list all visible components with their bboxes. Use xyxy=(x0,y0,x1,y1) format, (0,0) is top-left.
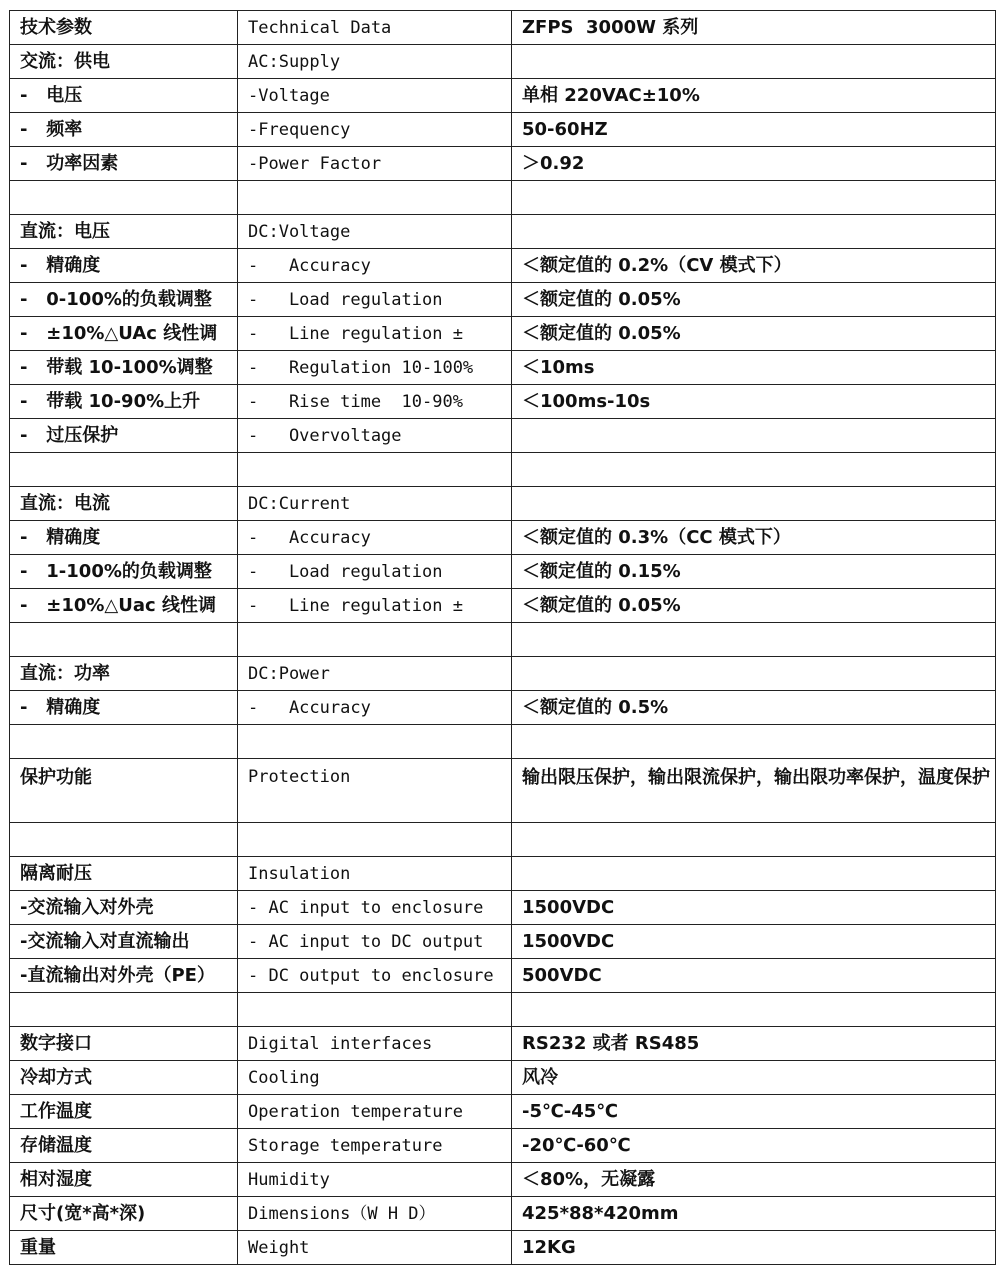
table-row xyxy=(10,1061,996,1095)
technical-data-cell: -Frequency xyxy=(238,113,512,147)
parameter-cell: - 1-100%的负载调整 xyxy=(10,555,238,589)
value-cell: ＜额定值的 0.15% xyxy=(512,555,996,589)
technical-data-cell: -Voltage xyxy=(238,79,512,113)
parameter-cell: -直流输出对外壳（PE） xyxy=(10,959,238,993)
table-row xyxy=(10,1231,996,1265)
table-row xyxy=(10,419,996,453)
technical-data-cell: - Load regulation xyxy=(238,283,512,317)
value-cell: ＜额定值的 0.3%（CC 模式下） xyxy=(512,521,996,555)
table-row xyxy=(10,113,996,147)
parameter-cell: 冷却方式 xyxy=(10,1061,238,1095)
parameter-cell: - ±10%△UAc 线性调 xyxy=(10,317,238,351)
technical-data-cell xyxy=(238,725,512,759)
parameter-cell: 数字接口 xyxy=(10,1027,238,1061)
value-cell: ＜额定值的 0.5% xyxy=(512,691,996,725)
technical-data-cell: DC:Voltage xyxy=(238,215,512,249)
table-row xyxy=(10,959,996,993)
parameter-cell: - 0-100%的负载调整 xyxy=(10,283,238,317)
technical-data-cell: - Line regulation ± xyxy=(238,589,512,623)
technical-data-cell: - AC input to enclosure xyxy=(238,891,512,925)
value-cell: -5℃-45℃ xyxy=(512,1095,996,1129)
parameter-cell: - 精确度 xyxy=(10,691,238,725)
parameter-cell: -交流输入对直流输出 xyxy=(10,925,238,959)
technical-data-cell: - AC input to DC output xyxy=(238,925,512,959)
technical-data-cell xyxy=(238,623,512,657)
value-cell xyxy=(512,453,996,487)
parameter-cell: 尺寸(宽*高*深) xyxy=(10,1197,238,1231)
value-cell: -20℃-60℃ xyxy=(512,1129,996,1163)
value-cell: ＜额定值的 0.05% xyxy=(512,589,996,623)
table-row xyxy=(10,147,996,181)
parameter-cell: - 带载 10-100%调整 xyxy=(10,351,238,385)
value-cell: 1500VDC xyxy=(512,891,996,925)
technical-data-cell: - Regulation 10-100% xyxy=(238,351,512,385)
technical-data-cell: - Accuracy xyxy=(238,521,512,555)
technical-data-cell: DC:Power xyxy=(238,657,512,691)
table-row xyxy=(10,317,996,351)
value-cell: 风冷 xyxy=(512,1061,996,1095)
table-row xyxy=(10,1197,996,1231)
value-cell xyxy=(512,993,996,1027)
parameter-cell: - 精确度 xyxy=(10,521,238,555)
table-row xyxy=(10,891,996,925)
technical-data-cell: Insulation xyxy=(238,857,512,891)
parameter-cell: - 频率 xyxy=(10,113,238,147)
table-row xyxy=(10,283,996,317)
parameter-cell: 交流：供电 xyxy=(10,45,238,79)
value-cell: 1500VDC xyxy=(512,925,996,959)
value-cell: 单相 220VAC±10% xyxy=(512,79,996,113)
technical-data-cell: Humidity xyxy=(238,1163,512,1197)
table-row xyxy=(10,45,996,79)
table-row xyxy=(10,1129,996,1163)
value-cell: ＜100ms-10s xyxy=(512,385,996,419)
parameter-cell: 工作温度 xyxy=(10,1095,238,1129)
value-cell: ＜80%，无凝露 xyxy=(512,1163,996,1197)
value-cell xyxy=(512,725,996,759)
parameter-cell xyxy=(10,453,238,487)
value-cell: 12KG xyxy=(512,1231,996,1265)
value-cell: ＞0.92 xyxy=(512,147,996,181)
parameter-cell: 隔离耐压 xyxy=(10,857,238,891)
parameter-cell xyxy=(10,725,238,759)
value-cell xyxy=(512,181,996,215)
table-row xyxy=(10,993,996,1027)
parameter-cell: 直流：电流 xyxy=(10,487,238,521)
table-row xyxy=(10,385,996,419)
technical-data-cell: Digital interfaces xyxy=(238,1027,512,1061)
parameter-cell: - 过压保护 xyxy=(10,419,238,453)
parameter-cell: - 功率因素 xyxy=(10,147,238,181)
value-cell: 50-60HZ xyxy=(512,113,996,147)
technical-data-cell xyxy=(238,993,512,1027)
technical-data-cell: - Accuracy xyxy=(238,249,512,283)
parameter-cell: 保护功能 xyxy=(10,759,238,823)
value-cell: ＜额定值的 0.2%（CV 模式下） xyxy=(512,249,996,283)
value-cell xyxy=(512,419,996,453)
table-row xyxy=(10,181,996,215)
table-row xyxy=(10,759,996,823)
parameter-cell: - ±10%△Uac 线性调 xyxy=(10,589,238,623)
technical-data-cell: Cooling xyxy=(238,1061,512,1095)
table-row xyxy=(10,555,996,589)
value-cell: ＜额定值的 0.05% xyxy=(512,283,996,317)
technical-data-cell xyxy=(238,823,512,857)
parameter-cell: 相对湿度 xyxy=(10,1163,238,1197)
table-header-row xyxy=(10,11,996,45)
parameter-cell xyxy=(10,623,238,657)
table-row xyxy=(10,657,996,691)
table-row xyxy=(10,249,996,283)
parameter-cell xyxy=(10,181,238,215)
technical-data-cell: - Line regulation ± xyxy=(238,317,512,351)
table-row xyxy=(10,589,996,623)
value-cell: RS232 或者 RS485 xyxy=(512,1027,996,1061)
technical-data-cell: -Power Factor xyxy=(238,147,512,181)
value-cell xyxy=(512,487,996,521)
table-row xyxy=(10,691,996,725)
parameter-cell: -交流输入对外壳 xyxy=(10,891,238,925)
technical-data-cell xyxy=(238,181,512,215)
header-cell-technical-data: Technical Data xyxy=(238,11,512,45)
spec-table xyxy=(9,10,996,1265)
technical-data-cell: - DC output to enclosure xyxy=(238,959,512,993)
table-row xyxy=(10,351,996,385)
table-row xyxy=(10,521,996,555)
parameter-cell: - 带载 10-90%上升 xyxy=(10,385,238,419)
value-cell xyxy=(512,623,996,657)
table-row xyxy=(10,487,996,521)
value-cell: 500VDC xyxy=(512,959,996,993)
technical-data-cell: - Load regulation xyxy=(238,555,512,589)
table-row xyxy=(10,857,996,891)
parameter-cell: 直流：电压 xyxy=(10,215,238,249)
table-row xyxy=(10,1163,996,1197)
value-cell xyxy=(512,857,996,891)
technical-data-cell: Protection xyxy=(238,759,512,823)
parameter-cell: 存储温度 xyxy=(10,1129,238,1163)
table-row xyxy=(10,453,996,487)
spec-table-body xyxy=(10,11,996,1265)
technical-data-cell: Weight xyxy=(238,1231,512,1265)
value-cell: ＜额定值的 0.05% xyxy=(512,317,996,351)
table-row xyxy=(10,215,996,249)
table-row xyxy=(10,79,996,113)
value-cell: 输出限压保护，输出限流保护，输出限功率保护，温度保护 xyxy=(512,759,996,823)
parameter-cell: - 电压 xyxy=(10,79,238,113)
parameter-cell xyxy=(10,823,238,857)
table-row xyxy=(10,623,996,657)
table-row xyxy=(10,823,996,857)
header-cell-parameter: 技术参数 xyxy=(10,11,238,45)
technical-data-cell: Storage temperature xyxy=(238,1129,512,1163)
technical-data-cell: Dimensions（W H D） xyxy=(238,1197,512,1231)
value-cell: 425*88*420mm xyxy=(512,1197,996,1231)
header-cell-series: ZFPS 3000W 系列 xyxy=(512,11,996,45)
parameter-cell: - 精确度 xyxy=(10,249,238,283)
technical-data-cell: - Accuracy xyxy=(238,691,512,725)
technical-data-cell: AC:Supply xyxy=(238,45,512,79)
table-row xyxy=(10,725,996,759)
table-row xyxy=(10,1027,996,1061)
value-cell xyxy=(512,215,996,249)
parameter-cell: 直流：功率 xyxy=(10,657,238,691)
technical-data-cell: - Rise time 10-90% xyxy=(238,385,512,419)
parameter-cell xyxy=(10,993,238,1027)
value-cell xyxy=(512,45,996,79)
technical-data-cell: Operation temperature xyxy=(238,1095,512,1129)
value-cell: ＜10ms xyxy=(512,351,996,385)
table-row xyxy=(10,925,996,959)
table-row xyxy=(10,1095,996,1129)
technical-data-cell: DC:Current xyxy=(238,487,512,521)
value-cell xyxy=(512,823,996,857)
value-cell xyxy=(512,657,996,691)
parameter-cell: 重量 xyxy=(10,1231,238,1265)
technical-data-cell xyxy=(238,453,512,487)
technical-data-cell: - Overvoltage xyxy=(238,419,512,453)
